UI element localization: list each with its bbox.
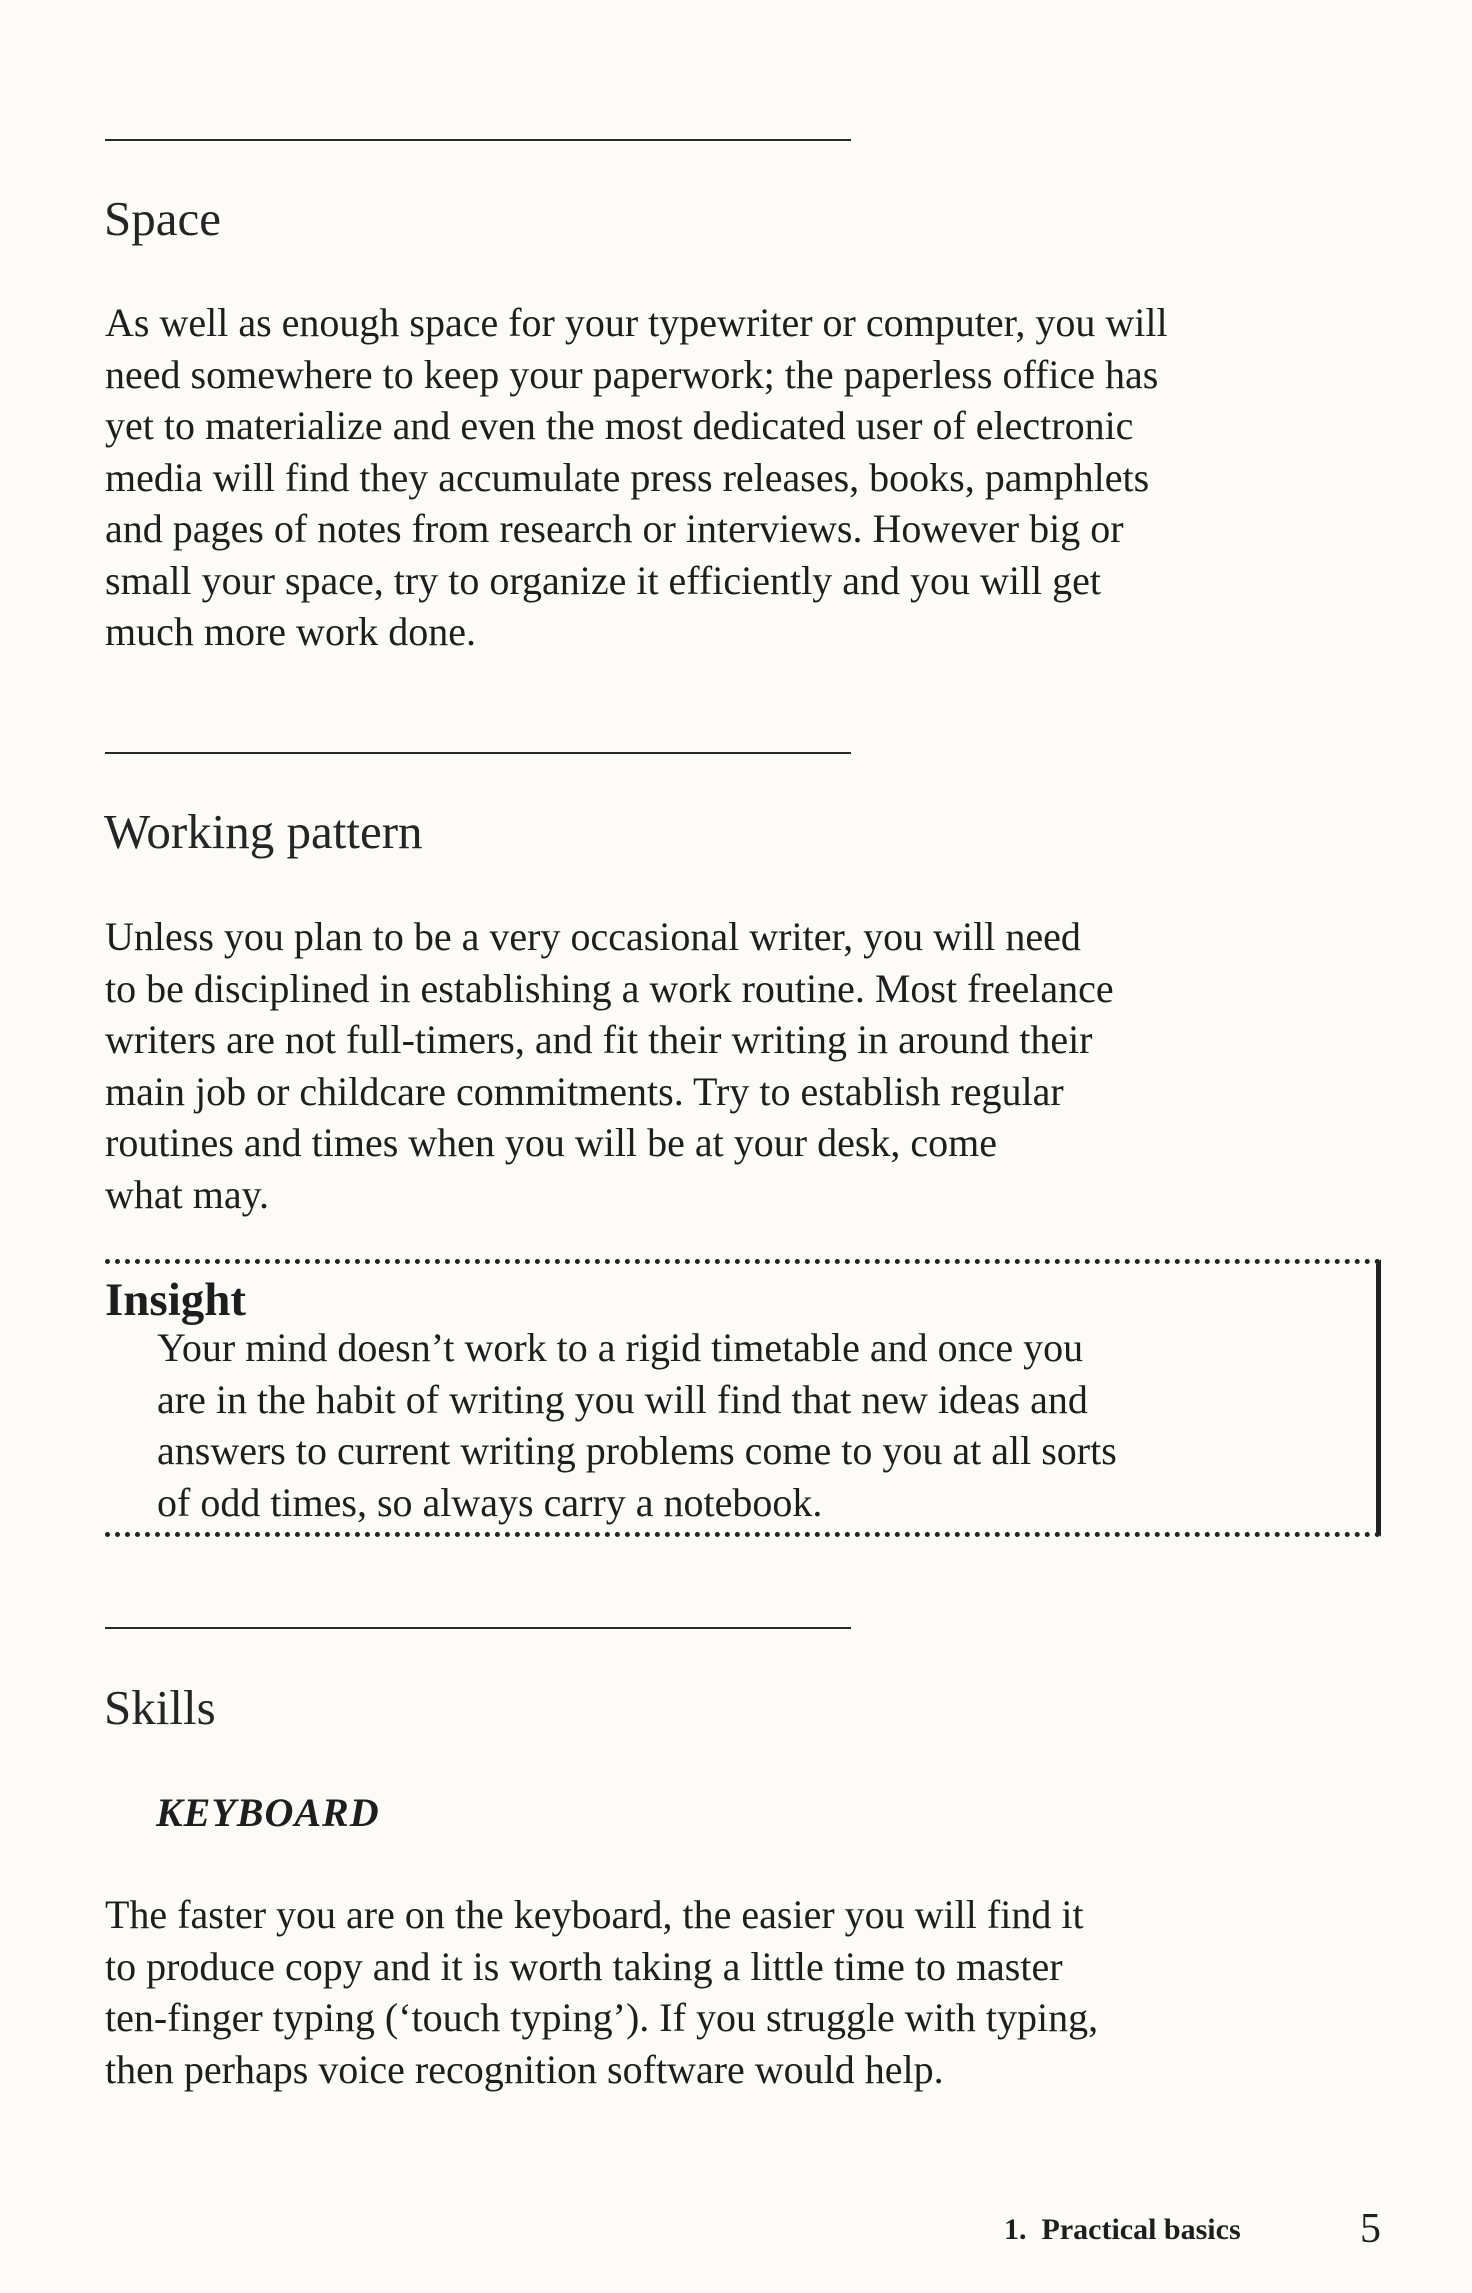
text-line: ten-finger typing (‘touch typing’). If you struggle with typing, — [105, 1995, 1099, 2040]
text-line: what may. — [105, 1171, 270, 1217]
text-line: answers to current writing problems come to you at all sorts — [157, 1428, 1117, 1473]
section-divider — [105, 1627, 851, 1629]
text-line: writers are not full-timers, and fit their writing in around their — [105, 1017, 1093, 1062]
page-number: 5 — [1360, 2206, 1381, 2252]
text-line: to be disciplined in establishing a work routine. Most freelance — [105, 965, 1114, 1011]
text-line: need somewhere to keep your paperwork; the paperless office has — [105, 351, 1159, 397]
subheading-keyboard: KEYBOARD — [156, 1790, 380, 1835]
text-line: to produce copy and it is worth taking a little time to master — [105, 1943, 1063, 1989]
section-divider — [105, 139, 851, 141]
text-line: then perhaps voice recognition software would help. — [105, 2046, 944, 2092]
paragraph-keyboard — [105, 1889, 1098, 2095]
insight-box — [105, 1259, 1381, 1537]
text-line: yet to materialize and even the most dedicated user of electronic — [105, 403, 1134, 448]
text-line: main job or childcare commitments. Try to establish regular — [105, 1068, 1064, 1114]
text-line: much more work done. — [105, 609, 477, 654]
text-line: and pages of notes from research or interviews. However big or — [105, 506, 1124, 551]
text-line: The faster you are on the keyboard, the easier you will find it — [105, 1892, 1084, 1937]
insight-text — [157, 1322, 1117, 1528]
section-heading-space: Space — [104, 191, 221, 246]
text-line: small your space, try to organize it efficiently and you will get — [105, 557, 1102, 603]
text-line: routines and times when you will be at your desk, come — [105, 1120, 998, 1165]
text-line: of odd times, so always carry a notebook. — [157, 1479, 823, 1525]
section-heading-skills: Skills — [104, 1680, 216, 1735]
paragraph-working-pattern — [105, 911, 1114, 1220]
paragraph-space — [105, 297, 1168, 658]
running-footer-chapter: 1. Practical basics — [1004, 2213, 1241, 2246]
text-line: media will find they accumulate press releases, books, pamphlets — [105, 454, 1150, 500]
text-line: Your mind doesn’t work to a rigid timetable and once you — [157, 1325, 1084, 1370]
text-line: Unless you plan to be a very occasional writer, you will need — [105, 914, 1081, 959]
section-heading-working-pattern: Working pattern — [104, 804, 423, 859]
insight-title: Insight — [105, 1274, 247, 1326]
text-line: are in the habit of writing you will find that new ideas and — [157, 1376, 1088, 1422]
section-divider — [105, 752, 851, 754]
text-line: As well as enough space for your typewriter or computer, you will — [105, 300, 1168, 345]
